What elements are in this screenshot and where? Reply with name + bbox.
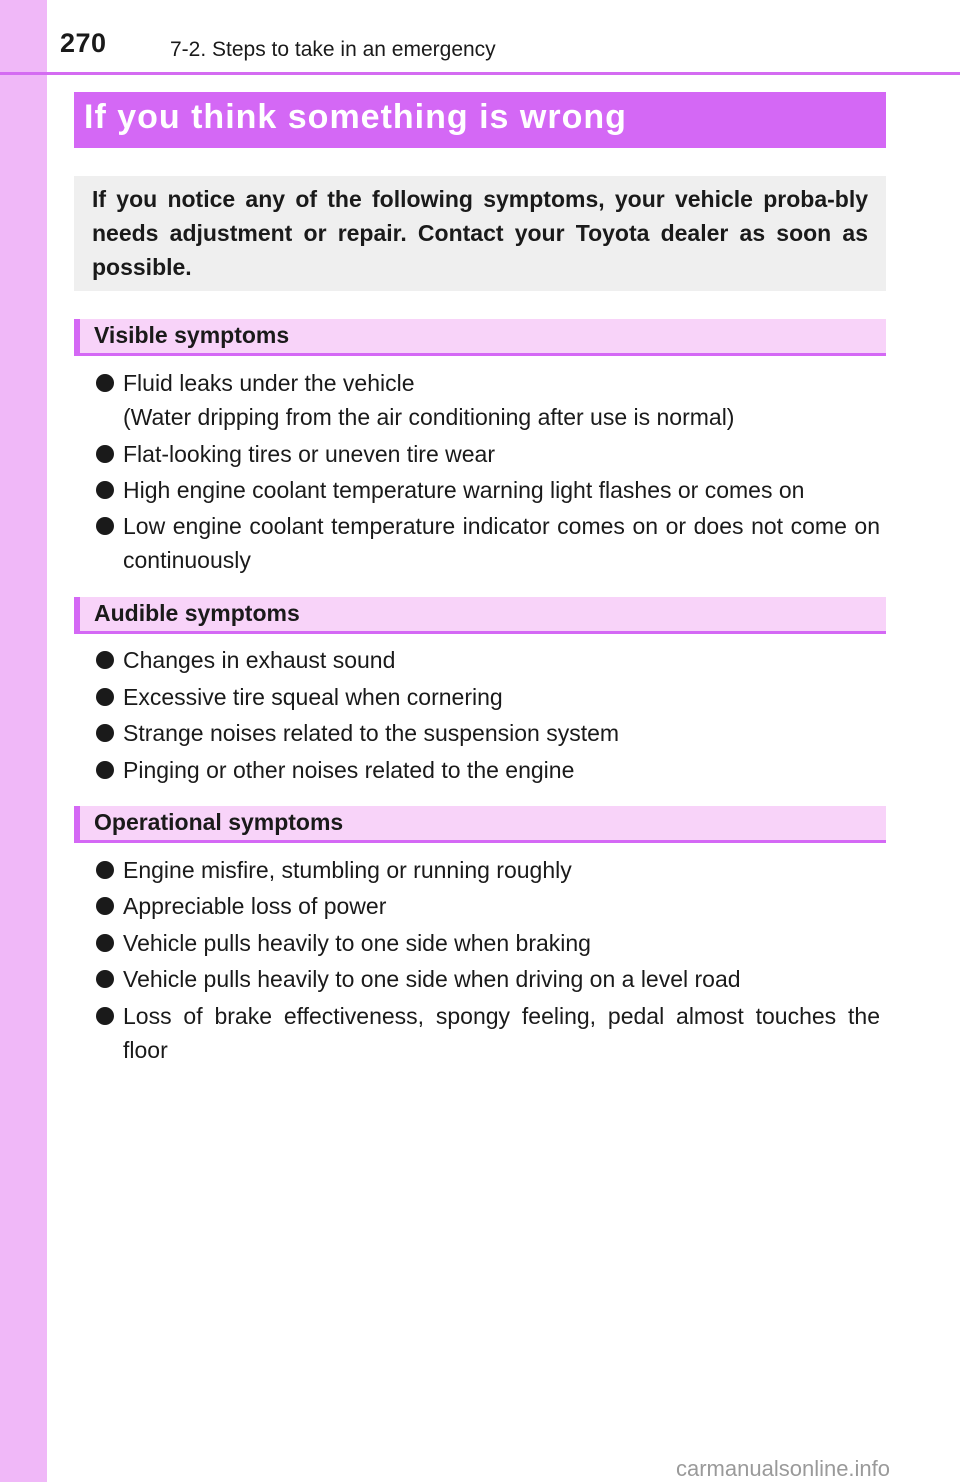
section-title-visible: Visible symptoms	[94, 322, 290, 348]
bullet-icon	[96, 374, 114, 392]
bullet-icon	[96, 897, 114, 915]
list-item-text: Excessive tire squeal when cornering	[123, 684, 503, 710]
title-banner	[74, 92, 886, 148]
list-item-text: Flat-looking tires or uneven tire wear	[123, 441, 495, 467]
bullet-icon	[96, 1007, 114, 1025]
list-item	[96, 753, 880, 787]
list-item	[96, 680, 880, 714]
section-header-audible	[74, 597, 886, 634]
intro-box	[74, 176, 886, 291]
bullet-icon	[96, 481, 114, 499]
bullet-icon	[96, 517, 114, 535]
list-item	[96, 999, 880, 1067]
list-item	[96, 889, 880, 923]
list-item-text: Vehicle pulls heavily to one side when braking	[123, 930, 591, 956]
list-item	[96, 643, 880, 677]
list-item-text: Loss of brake effectiveness, spongy feeling, pedal almost touches the floor	[123, 1003, 880, 1063]
list-item-text: Strange noises related to the suspension system	[123, 720, 620, 746]
bullet-icon	[96, 934, 114, 952]
list-item	[96, 509, 880, 577]
list-item-text: Low engine coolant temperature indicator comes on or does not come on continuously	[123, 513, 880, 573]
list-item-text: Engine misfire, stumbling or running roughly	[123, 857, 572, 883]
list-item-text: Fluid leaks under the vehicle	[123, 370, 415, 396]
list-item-text: High engine coolant temperature warning light flashes or comes on	[123, 477, 805, 503]
list-item	[96, 366, 880, 434]
list-item-text: Pinging or other noises related to the engine	[123, 757, 575, 783]
header-rule	[0, 72, 960, 75]
page-number: 270	[60, 28, 107, 58]
section-title-audible: Audible symptoms	[94, 600, 300, 626]
list-item-note: (Water dripping from the air conditioning after use is normal)	[123, 404, 735, 430]
bullet-icon	[96, 724, 114, 742]
list-item-text: Vehicle pulls heavily to one side when driving on a level road	[123, 966, 741, 992]
list-item-text: Changes in exhaust sound	[123, 647, 396, 673]
chapter-heading: 7-2. Steps to take in an emergency	[170, 38, 496, 61]
bullet-icon	[96, 861, 114, 879]
watermark: carmanualsonline.info	[676, 1456, 891, 1481]
bullet-icon	[96, 445, 114, 463]
bullet-icon	[96, 761, 114, 779]
bullet-icon	[96, 970, 114, 988]
list-item	[96, 962, 880, 996]
list-item	[96, 437, 880, 471]
list-item	[96, 926, 880, 960]
bullet-icon	[96, 651, 114, 669]
list-item-text: Appreciable loss of power	[123, 893, 387, 919]
section-header-visible	[74, 319, 886, 356]
list-item	[96, 853, 880, 887]
section-header-operational	[74, 806, 886, 843]
list-item	[96, 473, 880, 507]
page-title: If you think something is wrong	[84, 98, 627, 136]
intro-text: If you notice any of the following symptoms, your vehicle proba-bly needs adjustment or repair. Contact your Toyota dealer as soon as possible.	[92, 186, 868, 280]
side-color-strip	[0, 0, 47, 1482]
list-item	[96, 716, 880, 750]
section-title-operational: Operational symptoms	[94, 809, 344, 835]
bullet-icon	[96, 688, 114, 706]
